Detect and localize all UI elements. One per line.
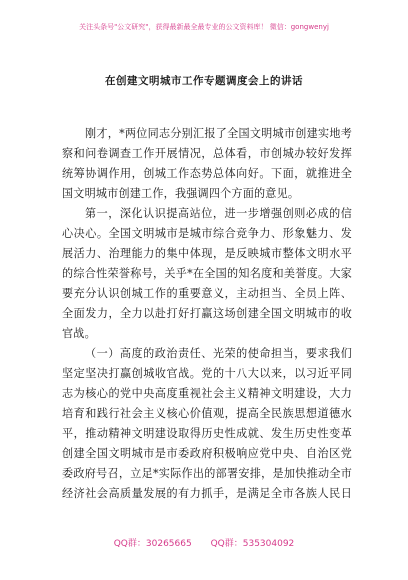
paragraph-line: 志为核心的党中央高度重视社会主义精神文明建设，大力: [62, 387, 352, 400]
paragraph-line: 坚定坚决打赢创城收官战。党的十八大以来，以习近平同: [62, 367, 352, 380]
paragraph-line: 刚才，*两位同志分别汇报了全国文明城市创建实地考: [85, 127, 352, 140]
paragraph-line: 第一，深化认识提高站位，进一步增强创则必成的信: [85, 207, 352, 220]
paragraph-line: 平，推动精神文明建设取得历史性成就、发生历史性变革: [62, 427, 352, 440]
paragraph-line: 培育和践行社会主义核心价值观，提高全民族思想道德水: [62, 407, 352, 420]
paragraph-line: （一）高度的政治责任、光荣的使命担当，要求我们: [85, 347, 352, 360]
footer-banner: [0, 536, 408, 549]
paragraph-line: 心决心。全国文明城市是城市综合竞争力、形象魅力、发: [62, 227, 352, 240]
paragraph-line: 的综合性荣誉称号，关乎*在全国的知名度和美誉度。大家: [62, 267, 352, 280]
paragraph-line: 察和问卷调查工作开展情况，总体看，市创城办较好发挥: [62, 147, 352, 160]
paragraph-line: 经济社会高质量发展的有力抓手，是满足全市各族人民日: [62, 487, 352, 500]
header-banner: 关注头条号"公文研究"，获得最新最全最专业的公文资料库！ 微信：gongwenyj: [79, 23, 329, 31]
paragraph-line: 委政府号召，立足*实际作出的部署安排，是加快推动全市: [62, 467, 352, 480]
qq-group-2: QQ群：535304092: [210, 539, 295, 549]
paragraph-line: 国文明城市创建工作，我强调四个方面的意见。: [62, 187, 300, 200]
paragraph-line: 官战。: [62, 327, 96, 340]
paragraph-line: 全面发力，全力以赴打好打赢这场创建全国文明城市的收: [62, 307, 352, 320]
document-body: [62, 124, 352, 504]
paragraph-line: 展活力、治理能力的集中体现，是反映城市整体文明水平: [62, 247, 352, 260]
qq-group-1: QQ群：30265665: [113, 539, 192, 549]
paragraph-line: 要充分认识创城工作的重要意义，主动担当、全员上阵、: [62, 287, 352, 300]
paragraph-line: 创建全国文明城市是市委政府积极响应党中央、自治区党: [62, 447, 352, 460]
document-title: 在创建文明城市工作专题调度会上的讲话: [105, 75, 303, 87]
paragraph-line: 统筹协调作用，创城工作态势总体向好。下面，就推进全: [62, 167, 352, 180]
